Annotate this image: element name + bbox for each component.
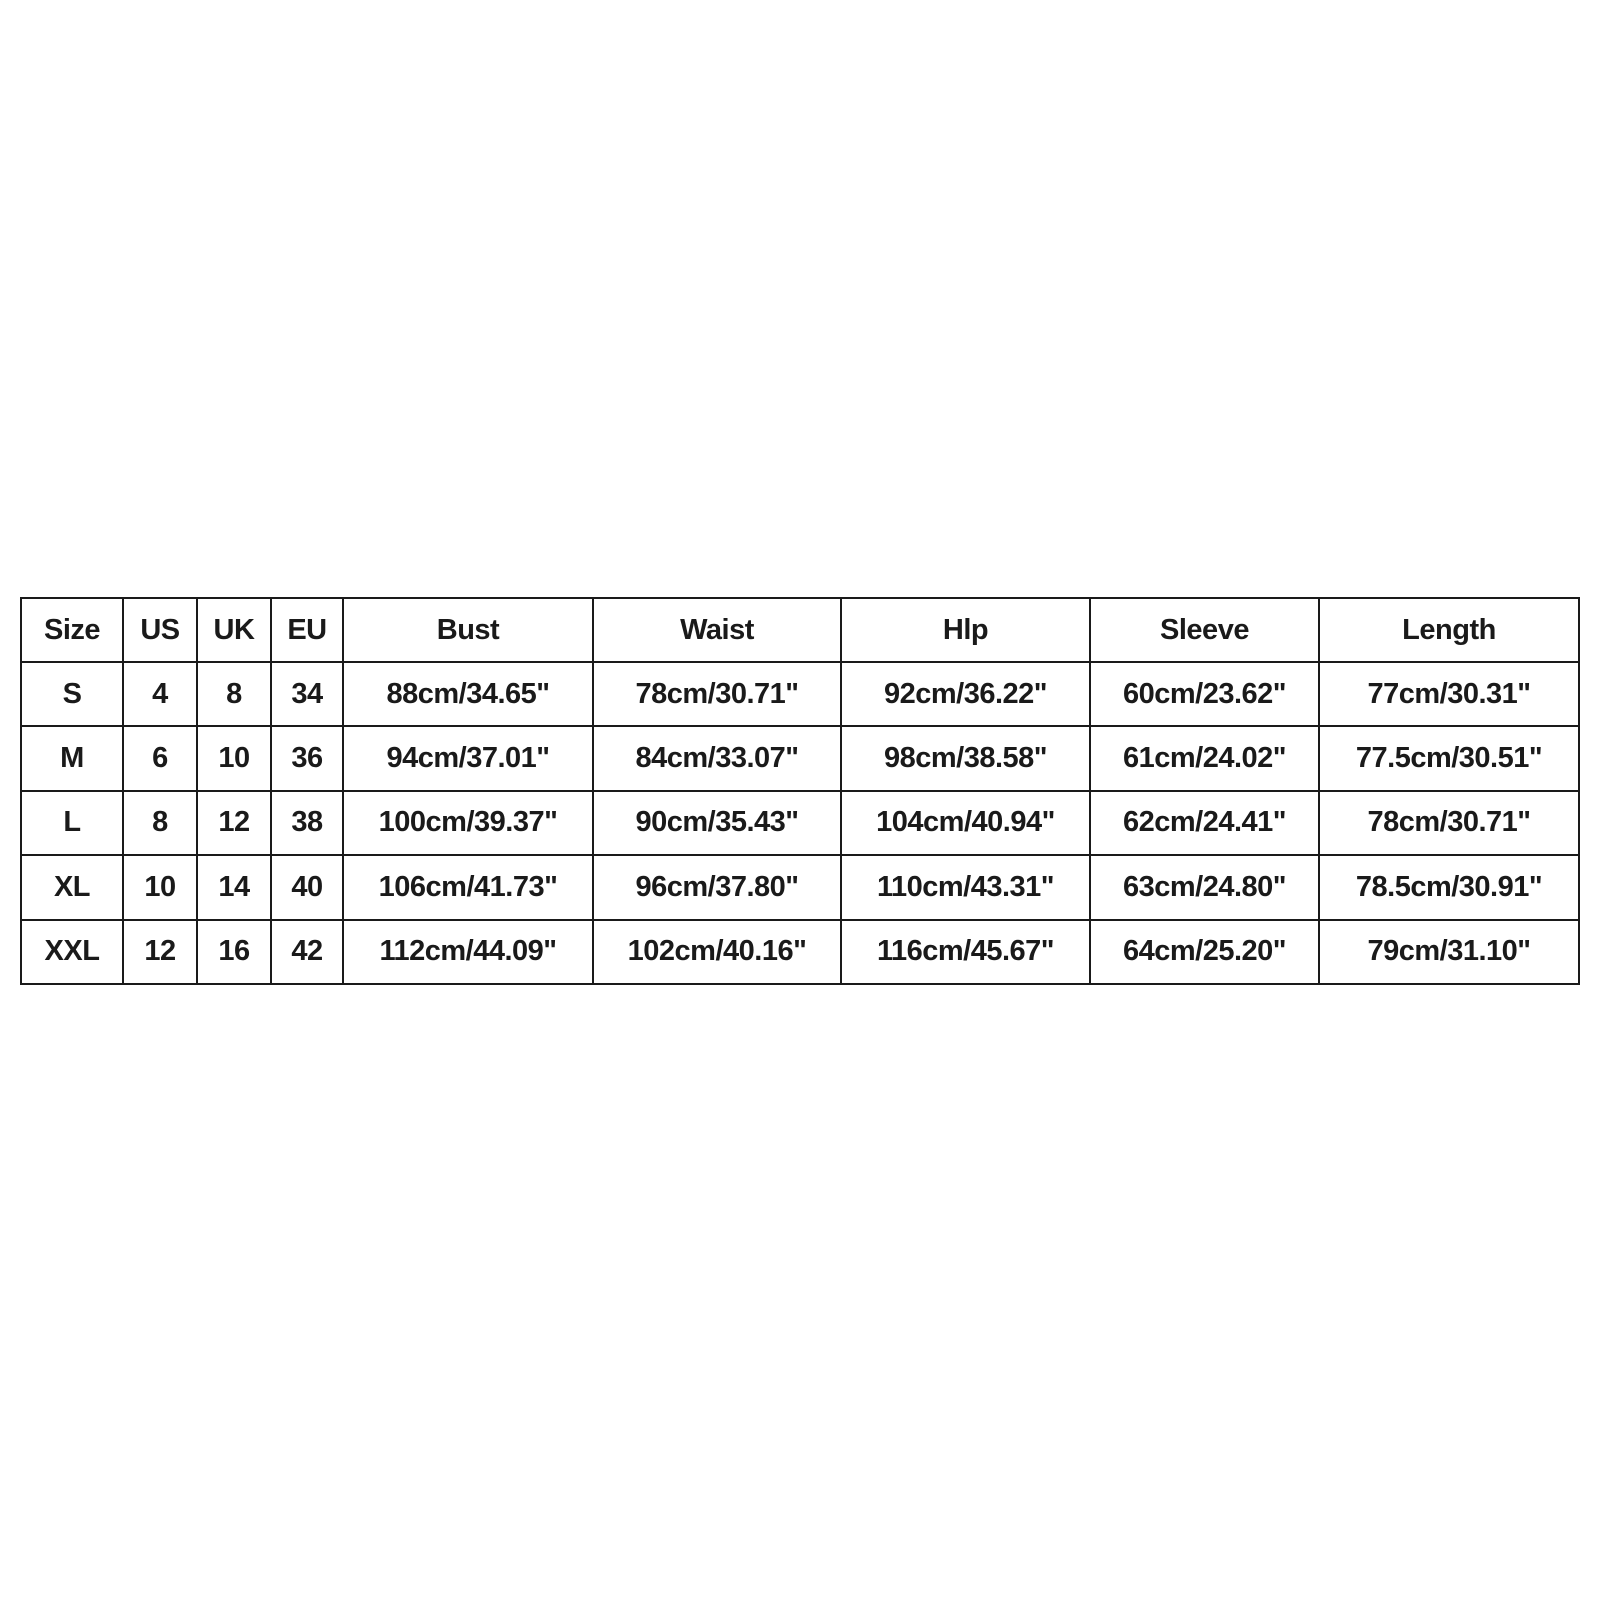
header-row: [21, 598, 1579, 662]
cell-length: 78cm/30.71": [1319, 791, 1579, 855]
table-row: [21, 791, 1579, 855]
cell-length: 77.5cm/30.51": [1319, 726, 1579, 790]
header-bust: Bust: [343, 598, 593, 662]
header-length: Length: [1319, 598, 1579, 662]
cell-hip: 92cm/36.22": [841, 662, 1090, 726]
cell-waist: 96cm/37.80": [593, 855, 841, 919]
cell-us: 10: [123, 855, 197, 919]
cell-size: M: [21, 726, 123, 790]
header-eu: EU: [271, 598, 343, 662]
cell-hip: 110cm/43.31": [841, 855, 1090, 919]
cell-size: XL: [21, 855, 123, 919]
cell-uk: 10: [197, 726, 271, 790]
cell-eu: 42: [271, 920, 343, 984]
cell-waist: 90cm/35.43": [593, 791, 841, 855]
cell-hip: 116cm/45.67": [841, 920, 1090, 984]
cell-hip: 104cm/40.94": [841, 791, 1090, 855]
cell-uk: 16: [197, 920, 271, 984]
cell-length: 77cm/30.31": [1319, 662, 1579, 726]
cell-size: S: [21, 662, 123, 726]
table-row: [21, 920, 1579, 984]
cell-waist: 102cm/40.16": [593, 920, 841, 984]
header-uk: UK: [197, 598, 271, 662]
cell-length: 78.5cm/30.91": [1319, 855, 1579, 919]
cell-sleeve: 60cm/23.62": [1090, 662, 1319, 726]
cell-us: 4: [123, 662, 197, 726]
table-row: [21, 855, 1579, 919]
cell-hip: 98cm/38.58": [841, 726, 1090, 790]
cell-eu: 40: [271, 855, 343, 919]
cell-us: 12: [123, 920, 197, 984]
cell-uk: 12: [197, 791, 271, 855]
cell-uk: 14: [197, 855, 271, 919]
cell-bust: 112cm/44.09": [343, 920, 593, 984]
header-hip: Hlp: [841, 598, 1090, 662]
cell-sleeve: 61cm/24.02": [1090, 726, 1319, 790]
table-row: [21, 726, 1579, 790]
header-us: US: [123, 598, 197, 662]
cell-size: L: [21, 791, 123, 855]
cell-eu: 34: [271, 662, 343, 726]
cell-sleeve: 62cm/24.41": [1090, 791, 1319, 855]
cell-bust: 94cm/37.01": [343, 726, 593, 790]
cell-length: 79cm/31.10": [1319, 920, 1579, 984]
cell-eu: 38: [271, 791, 343, 855]
header-waist: Waist: [593, 598, 841, 662]
cell-bust: 106cm/41.73": [343, 855, 593, 919]
header-sleeve: Sleeve: [1090, 598, 1319, 662]
cell-sleeve: 63cm/24.80": [1090, 855, 1319, 919]
cell-eu: 36: [271, 726, 343, 790]
table-row: [21, 662, 1579, 726]
cell-waist: 78cm/30.71": [593, 662, 841, 726]
cell-us: 8: [123, 791, 197, 855]
size-chart-table: [20, 597, 1580, 985]
cell-waist: 84cm/33.07": [593, 726, 841, 790]
cell-size: XXL: [21, 920, 123, 984]
cell-bust: 88cm/34.65": [343, 662, 593, 726]
header-size: Size: [21, 598, 123, 662]
cell-sleeve: 64cm/25.20": [1090, 920, 1319, 984]
cell-bust: 100cm/39.37": [343, 791, 593, 855]
cell-uk: 8: [197, 662, 271, 726]
cell-us: 6: [123, 726, 197, 790]
